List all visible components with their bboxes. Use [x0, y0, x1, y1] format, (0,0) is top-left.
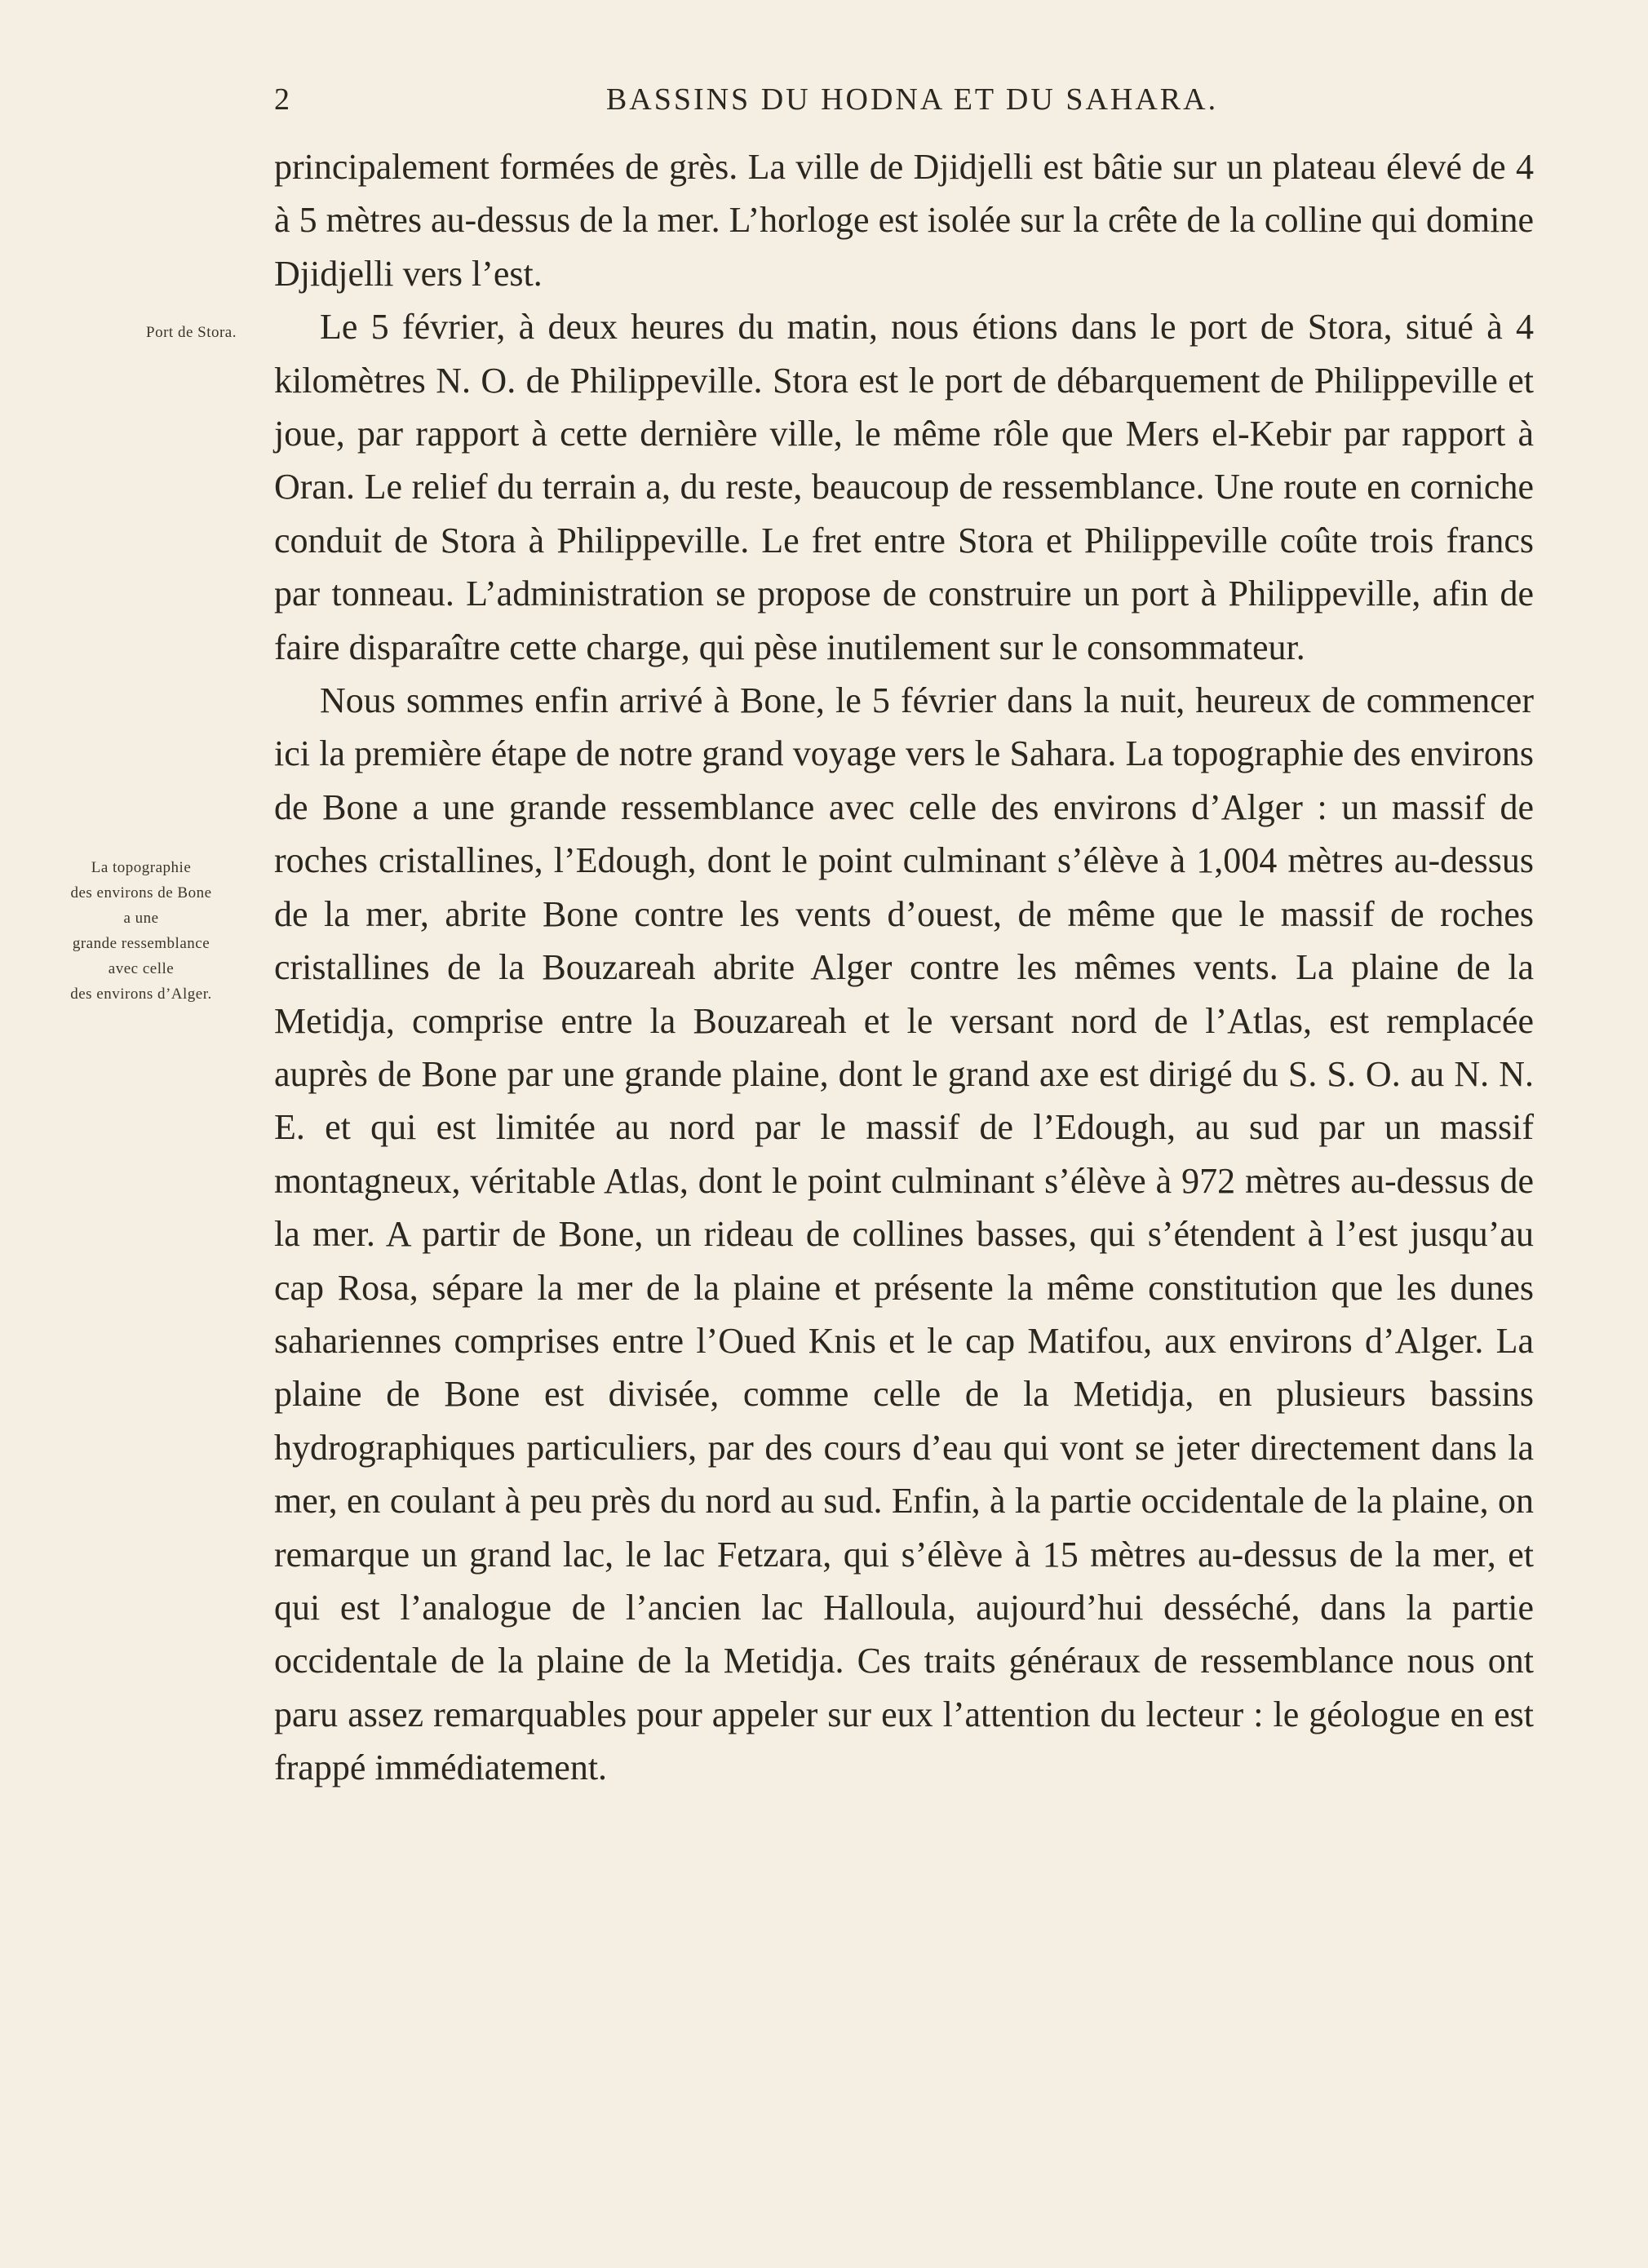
paragraph-bone: Nous sommes enfin arrivé à Bone, le 5 février dans la nuit, heureux de commencer ici la première étape de notre grand voyage vers le Sahara. La topographie des environs de Bone a une grande ressemblance avec celle des environs d’Alger : un massif de roches cristallines, l’Edough, dont le point culminant s’élève à 1,004 mètres au-dessus de la mer, abrite Bone contre les vents d’ouest, de même que le massif de roches cristallines de la Bouzareah abrite Alger contre les mêmes vents. La plaine de la Metidja, comprise entre la Bouzareah et le versant nord de l’Atlas, est remplacée auprès de Bone par une grande plaine, dont le grand axe est dirigé du S. S. O. au N. N. E. et qui est limitée au nord par le massif de l’Edough, au sud par un massif montagneux, véritable Atlas, dont le point culminant s’élève à 972 mètres au-dessus de la mer. A partir de Bone, un rideau de collines basses, qui s’étendent à l’est jusqu’au cap Rosa, sépare la mer de la plaine et présente la même constitution que les dunes sahariennes comprises entre l’Oued Knis et le cap Matifou, aux environs d’Alger. La plaine de Bone est divisée, comme celle de la Metidja, en plusieurs bassins hydrographiques particuliers, par des cours d’eau qui vont se jeter directement dans la mer, en coulant à peu près du nord au sud. Enfin, à la partie occidentale de la plaine, on remarque un grand lac, le lac Fetzara, qui s’élève à 15 mètres au-dessus de la mer, et qui est l’analogue de l’ancien lac Halloula, aujourd’hui desséché, dans la partie occidentale de la plaine de la Metidja. Ces traits généraux de ressemblance nous ont paru assez remarquables pour appeler sur eux l’attention du lecteur : le géologue en est frappé immédiatement. — [274, 680, 1534, 1788]
running-title: BASSINS DU HODNA ET DU SAHARA. — [605, 82, 1219, 117]
margin-note-port-de-stora: Port de Stora. — [146, 324, 237, 341]
margin-note-line: des environs d’Alger. — [70, 986, 212, 1003]
paragraph-continuation: principalement formées de grès. La ville de Djidjelli est bâtie sur un plateau élevé de 4 à 5 mètres au-dessus de la mer. L’horloge est isolée sur la crête de la colline qui domine Djidjelli vers l’est. — [274, 147, 1534, 294]
body-text — [274, 140, 1534, 1795]
paragraph-stora: Le 5 février, à deux heures du matin, nous étions dans le port de Stora, situé à 4 kilomètres N. O. de Philippeville. Stora est le port de débarquement de Philippeville et joue, par rapport à cette dernière ville, le même rôle que Mers el-Kebir par rapport à Oran. Le relief du terrain a, du reste, beaucoup de ressemblance. Une route en corniche conduit de Stora à Philippeville. Le fret entre Stora et Philippeville coûte trois francs par tonneau. L’administration se propose de construire un port à Philippeville, afin de faire disparaître cette charge, qui pèse inutilement sur le consommateur. — [274, 307, 1534, 667]
margin-note-line: La topographie — [91, 859, 192, 876]
margin-note-topographie — [47, 855, 235, 1007]
margin-note-line: a une — [123, 910, 159, 927]
margin-note-line: des environs de Bone — [70, 884, 212, 901]
margin-note-line: grande ressemblance — [72, 935, 210, 952]
running-header — [274, 82, 1550, 127]
margin-note-line: avec celle — [108, 960, 175, 977]
page-number: 2 — [274, 82, 291, 117]
